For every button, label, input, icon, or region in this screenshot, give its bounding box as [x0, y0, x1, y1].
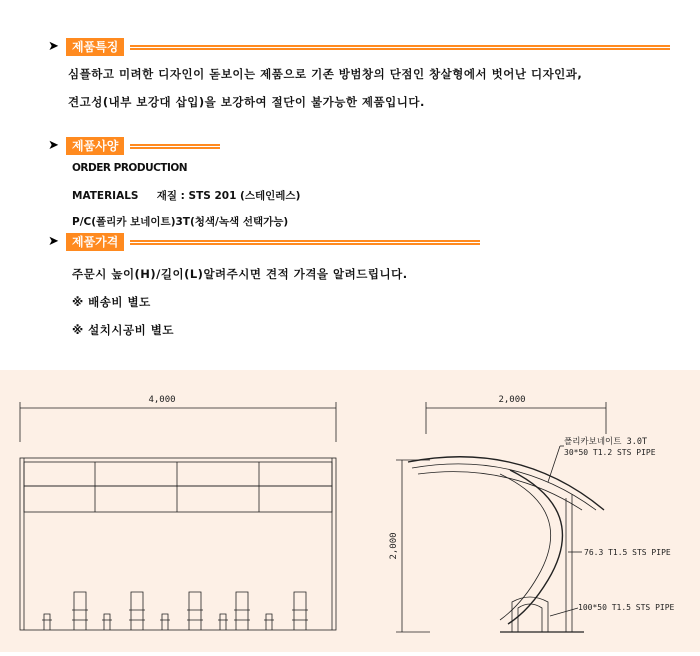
- leader-line: [548, 446, 560, 482]
- spec-pc: P/C(폴리카 보네이트)3T(청색/녹색 선택가능): [72, 216, 289, 228]
- label-pipe-mid: 76.3 T1.5 STS PIPE: [584, 548, 671, 557]
- spec-header: [48, 137, 223, 157]
- arrow-right-icon: ➤: [48, 138, 59, 153]
- drawing-svg: [0, 370, 700, 652]
- label-polycarbonate: 폴리카보네이트 3.0T: [564, 437, 648, 447]
- price-line-1: 주문시 높이(H)/길이(L)알려주시면 견적 가격을 알려드립니다.: [72, 267, 408, 281]
- spec-materials: MATERIALS 재질 : STS 201 (스테인레스): [72, 190, 301, 202]
- features-line-2: 견고성(내부 보강대 삽입)을 보강하여 절단이 불가능한 제품입니다.: [68, 95, 425, 109]
- label-pipe-top: 30*50 T1.2 STS PIPE: [564, 448, 656, 457]
- features-title: 제품특징: [66, 38, 124, 56]
- technical-drawing: [0, 370, 700, 652]
- arrow-right-icon: ➤: [48, 234, 59, 249]
- front-width-label: 4,000: [148, 395, 176, 405]
- divider: [130, 47, 670, 48]
- divider: [130, 146, 220, 147]
- spec-title: 제품사양: [66, 137, 124, 155]
- price-line-3: ※ 설치시공비 별도: [72, 323, 174, 337]
- features-header: [48, 38, 672, 58]
- spec-order: ORDER PRODUCTION: [72, 162, 188, 174]
- price-header: [48, 233, 482, 253]
- divider: [130, 242, 480, 243]
- side-width-label: 2,000: [498, 395, 526, 405]
- features-line-1: 심플하고 미려한 디자인이 돋보이는 제품으로 기존 방범창의 단점인 창살형에서 벗어난 디자인과,: [68, 67, 583, 81]
- label-pipe-bottom: 100*50 T1.5 STS PIPE: [578, 603, 675, 612]
- leader-line: [550, 608, 578, 616]
- price-line-2: ※ 배송비 별도: [72, 295, 151, 309]
- front-frame: [20, 458, 336, 630]
- c-support: [508, 470, 562, 624]
- front-panel-top: [24, 462, 332, 486]
- side-height-label: 2,000: [389, 532, 399, 560]
- front-panel-bottom: [24, 486, 332, 512]
- bike-racks: [42, 592, 308, 630]
- arrow-right-icon: ➤: [48, 39, 59, 54]
- base-rack: [512, 597, 548, 632]
- price-title: 제품가격: [66, 233, 124, 251]
